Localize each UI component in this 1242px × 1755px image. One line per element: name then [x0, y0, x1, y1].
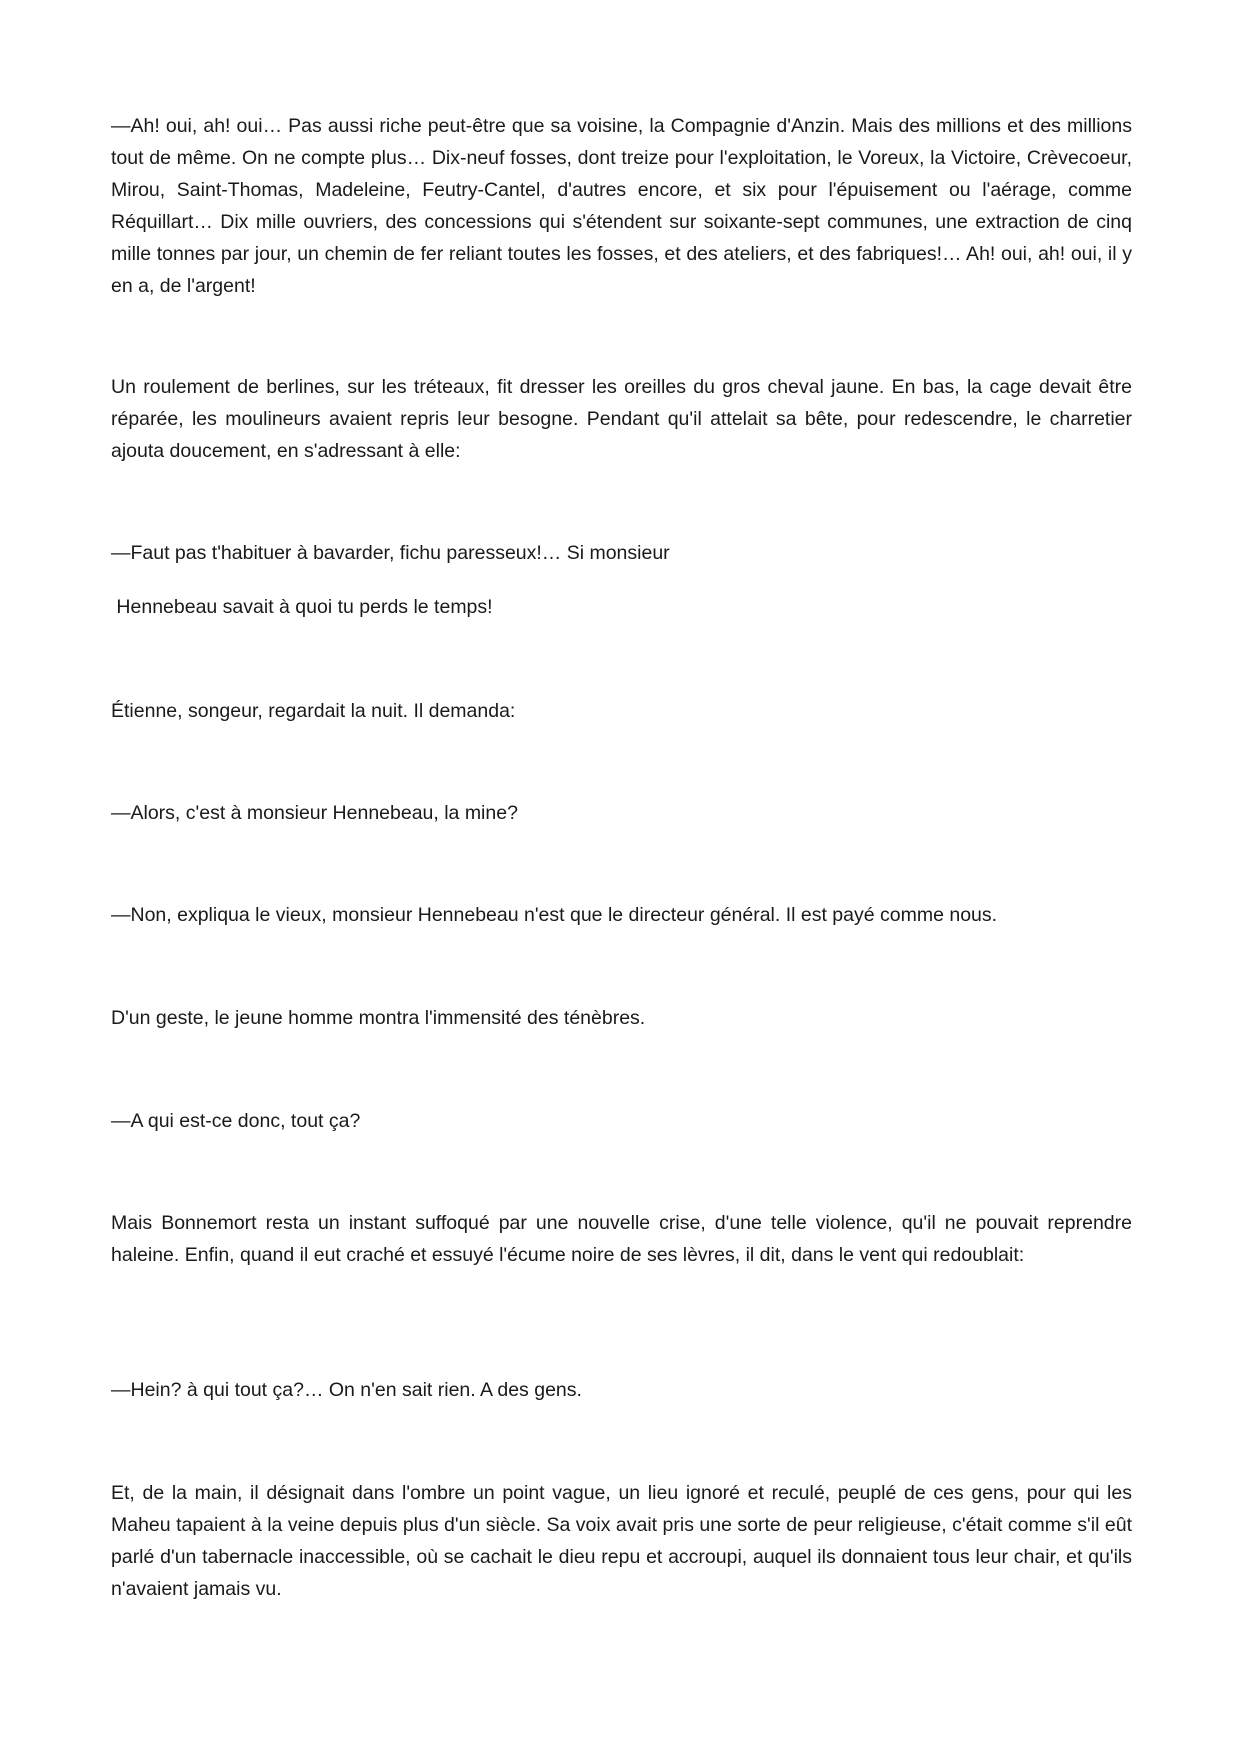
paragraph-berlines: Un roulement de berlines, sur les tréteaux, fit dresser les oreilles du gros cheval jaune. En bas, la cage devait être réparée, les moulineurs avaient repris leur besogne. Pendant qu'il attelait sa bête, pour redescendre, le charretier ajouta doucement, en s'adressant à elle: [111, 376, 1132, 462]
paragraph-bonnemort: Mais Bonnemort resta un instant suffoqué par une nouvelle crise, d'une telle violence, qu'il ne pouvait reprendre haleine. Enfin, quand il eut craché et essuyé l'écume noire de ses lèvres, il dit, dans le vent qui redoublait: [111, 1212, 1132, 1266]
paragraph-alors: —Alors, c'est à monsieur Hennebeau, la mine? [111, 802, 518, 824]
paragraph-geste: D'un geste, le jeune homme montra l'immensité des ténèbres. [111, 1007, 646, 1029]
paragraph-a-qui: —A qui est-ce donc, tout ça? [111, 1110, 361, 1132]
paragraph-non-explique: —Non, expliqua le vieux, monsieur Hennebeau n'est que le directeur général. Il est payé comme nous. [111, 904, 998, 926]
paragraph-de-la-main: Et, de la main, il désignait dans l'ombre un point vague, un lieu ignoré et reculé, peuplé de ces gens, pour qui les Maheu tapaient à la veine depuis plus d'un siècle. Sa voix avait pris une sorte de peur religieuse, c'était comme s'il eût parlé d'un tabernacle inaccessible, où se cachait le dieu repu et accroupi, auquel ils donnaient tous leur chair, et qu'ils n'avaient jamais vu. [111, 1482, 1132, 1600]
paragraph-hein: —Hein? à qui tout ça?… On n'en sait rien. A des gens. [111, 1379, 582, 1401]
paragraph-hennebeau-savait: Hennebeau savait à quoi tu perds le temps! [111, 596, 493, 618]
paragraph-company-wealth: —Ah! oui, ah! oui… Pas aussi riche peut-être que sa voisine, la Compagnie d'Anzin. Mais des millions et des millions tout de même. On ne compte plus… Dix-neuf fosses, dont treize pour l'exploitation, le Voreux, la Victoire, Crèvecoeur, Mirou, Saint-Thomas, Madeleine, Feutry-Cantel, d'autres encore, et six pour l'épuisement ou l'aérage, comme Réquillart… Dix mille ouvriers, des concessions qui s'étendent sur soixante-sept communes, une extraction de cinq mille tonnes par jour, un chemin de fer reliant toutes les fosses, et des ateliers, et des fabriques!… Ah! oui, ah! oui, il y en a, de l'argent! [111, 115, 1132, 297]
paragraph-etienne: Étienne, songeur, regardait la nuit. Il demanda: [111, 700, 516, 722]
paragraph-faut-pas: —Faut pas t'habituer à bavarder, fichu paresseux!… Si monsieur [111, 542, 670, 564]
